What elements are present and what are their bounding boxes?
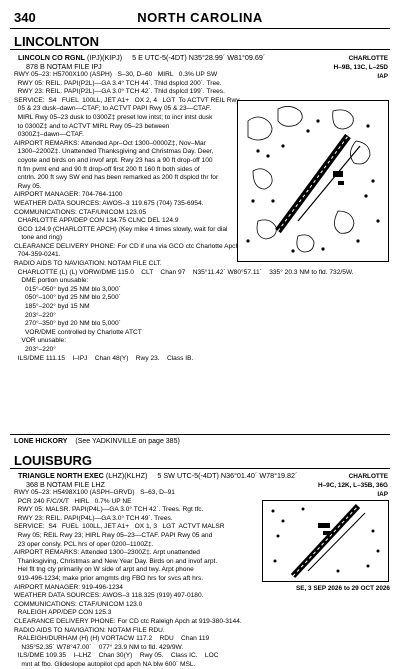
detail-line: WEATHER DATA SOURCES: AWOS–3 118.325 (919) 497-0180. — [14, 592, 204, 600]
detail-line: to 0300Z‡ and to ACTVT MIRL Rwy 05–23 between — [14, 122, 170, 130]
detail-line: N35°52.35´ W78°47.00´ 077° 23.9 NM to fld. 429/9W. — [14, 643, 184, 651]
detail-line: WEATHER DATA SOURCES: AWOS–3 119.675 (704) 735-6954. — [14, 199, 204, 207]
detail-line: CHARLOTTE (L) (L) VORW/DME 115.0 CLT Chan 97 N35°11.42´ W80°57.11´ 335° 20.3 NM to fld. 732/5W. — [14, 268, 354, 276]
detail-line: VOR unusable: — [14, 337, 67, 345]
airport-title: LINCOLN CO RGNL — [18, 53, 85, 62]
detail-line: COMMUNICATIONS: CTAF/UNICOM 123.0 — [14, 600, 143, 608]
detail-line: RALEIGH APP/DEP CON 125.3 — [14, 609, 112, 617]
detail-line: RADIO AIDS TO NAVIGATION: NOTAM FILE CLT. — [14, 260, 162, 268]
detail-line: AIRPORT MANAGER: 919-496-1234 — [14, 583, 123, 591]
detail-line: SERVICE: S4 FUEL 100LL, JET A1+ OX 1, 3 LGT ACTVT MALSR — [14, 523, 225, 531]
airport-name-lincoln — [18, 53, 265, 62]
airport-title: TRIANGLE NORTH EXEC — [18, 471, 104, 480]
detail-line: CHARLOTTE APP/DEP CON 134.75 CLNC DEL 124.9 — [14, 217, 179, 225]
detail-line: Hel flt tng cty primarily on W side of arpt and twy. Arpt phone — [14, 566, 194, 574]
section-rule — [10, 434, 390, 435]
airport-ids: (LHZ)(KLHZ) — [105, 471, 148, 480]
detail-line: RWY 05–23: H5700X100 (ASPH) S–30, D–60 MIRL 0.3% UP SW — [14, 71, 218, 78]
detail-line: Rwy 05. — [14, 182, 42, 190]
detail-line: 203°–220° — [14, 346, 56, 353]
detail-line: tone and ring) — [14, 234, 63, 242]
airport-diagram-louisburg — [262, 500, 389, 582]
detail-line: ILS/DME 111.15 I–IPJ Chan 48(Y) Rwy 23. Class IB. — [14, 354, 194, 362]
detail-line: ft fm pvmt end and 90 ft drop-off first 200 ft 160 ft both sides of — [14, 165, 200, 173]
detail-line: COMMUNICATIONS: CTAF/UNICOM 123.05 — [14, 208, 147, 216]
detail-line: RWY 23: REIL. PAPI(P2L)—GA 3.0° TCH 42´. Thld dsplcd 199´. Trees. — [14, 88, 225, 96]
detail-line: RWY 23: REIL. PAPI(P4L)—GA 3.0° TCH 49´. Trees. — [14, 514, 173, 522]
detail-line: RADIO AIDS TO NAVIGATION: NOTAM FILE RDU. — [14, 626, 165, 634]
detail-line: 185°–202° byd 15 NM — [14, 303, 90, 311]
lone-hickory-ref: (See YADKINVILLE on page 385) — [75, 438, 180, 445]
chart-ref-louisburg: CHARLOTTE H–9C, 12K, L–35B, 36G IAP — [318, 473, 388, 498]
airport-info2: 368 B NOTAM FILE LHZ — [26, 480, 105, 489]
page-header — [0, 0, 400, 30]
detail-line: RWY 05: MALSR. PAPI(P4L)—GA 3.0° TCH 42´. Trees. Rgt tfc. — [14, 506, 204, 514]
airport-info1: 5 SW UTC-5(-4DT) N36°01.40´ W78°19.82´ — [157, 471, 298, 480]
city-lincolnton: LINCOLNTON — [14, 34, 99, 49]
detail-line: RWY 05–23: H5498X100 (ASPH–GRVD) S–63, D–91 — [14, 489, 175, 496]
detail-line: 050°–100° byd 25 NM blo 2,500´ — [14, 294, 121, 302]
detail-line: CLEARANCE DELIVERY PHONE: For CD ctc Raleigh Apch at 919-380-3144. — [14, 617, 242, 625]
detail-line: 1300–2200Z‡. Unattended Thanksgiving and Christmas Day. Deer, — [14, 148, 214, 156]
detail-line: 0300Z‡–dawn—CTAF. — [14, 131, 84, 139]
chart-ref-lincoln: CHARLOTTE H–9B, 13C, L–25D IAP — [333, 55, 388, 80]
detail-line: AIRPORT REMARKS: Attended Apr–Oct 1300–0000Z‡, Nov–Mar — [14, 139, 206, 147]
detail-line: AIRPORT MANAGER: 704-764-1100 — [14, 191, 123, 199]
airport-info1: 5 E UTC-5(-4DT) N35°28.99´ W81°09.69´ — [132, 53, 266, 62]
detail-line: 919-496-1234; make prior amgmts drg FBO hrs for svcs aft hrs. — [14, 574, 204, 582]
state-title: NORTH CAROLINA — [137, 10, 263, 25]
page-number: 340 — [14, 10, 36, 25]
detail-line: mnt at fbo. Glideslope autopilot cpd apch NA blw 600´ MSL. — [14, 660, 196, 668]
detail-line: MIRL Rwy 05–23 dusk to 0300Z‡ preset low intst; to incr intst dusk — [14, 113, 213, 121]
detail-line: AIRPORT REMARKS: Attended 1300–2300Z‡. Arpt unattended — [14, 549, 200, 557]
city-rule-2 — [10, 468, 390, 469]
detail-line: 015°–050° byd 25 NM blo 3,000´ — [14, 285, 121, 293]
detail-line: RWY 05: REIL. PAPI(P2L)—GA 3.4° TCH 44´. Thld dsplcd 200´. Tree. — [14, 79, 222, 87]
lone-hickory-name: LONE HICKORY — [14, 438, 68, 445]
airport-info2: 878 B NOTAM FILE IPJ — [26, 62, 102, 71]
detail-line: CLEARANCE DELIVERY PHONE: For CD if una via GCO ctc Charlotte Apch at — [14, 242, 247, 250]
detail-line: 23 oper consly. PCL hrs of oper 0200–1100Z‡. — [14, 540, 154, 548]
detail-line: 203°–220° — [14, 311, 56, 319]
detail-line: 05 & 23 dusk–dawn—CTAF; to ACTVT PAPI Rwy 05 & 23—CTAF. — [14, 105, 212, 113]
city-rule — [10, 49, 390, 50]
detail-line: 270°–350° byd 20 NM blo 5,000´ — [14, 320, 121, 328]
detail-line: ILS/DME 109.35 I–LHZ Chan 30(Y) Rwy 05. Class IC. LOC — [14, 652, 219, 660]
detail-line: SERVICE: S4 FUEL 100LL, JET A1+ OX 2, 4 LGT To ACTVT REIL Rwy — [14, 96, 240, 104]
city-louisburg: LOUISBURG — [14, 453, 92, 468]
detail-line: PCR 240 F/C/X/T HIRL 0.7% UP NE — [14, 497, 132, 505]
detail-line: cntrln. 200 ft swy SW end has been remarked as 200 ft dsplcd thr for — [14, 174, 219, 182]
airport-name-triangle — [18, 471, 297, 480]
detail-line: DME portion unusable: — [14, 277, 89, 285]
header-rule — [10, 28, 390, 29]
louisburg-details — [14, 489, 242, 669]
detail-line: 704-359-0241. — [14, 251, 61, 259]
airport-ids: (IPJ)(KIPJ) — [86, 53, 123, 62]
detail-line: coyote and birds on and invof arpt. Rwy 23 has a 90 ft drop-off 100 — [14, 156, 213, 164]
detail-line: GCO 124.9 (CHARLOTTE APCH) (Key mike 4 times slowly, wait for dial — [14, 225, 228, 233]
detail-line: Rwy 05; REIL Rwy 23; HIRL Rwy 05–23—CTAF. PAPI Rwy 05 and — [14, 531, 213, 539]
detail-line: RALEIGH/DURHAM (H) (H) VORTACW 117.2 RDU Chan 119 — [14, 635, 210, 643]
effective-dates: SE, 3 SEP 2026 to 29 OCT 2026 — [295, 585, 390, 592]
airport-diagram-lincoln — [237, 100, 389, 262]
detail-line: Thanksgiving, Christmas and New Year Day. Birds on and invof arpt. — [14, 557, 218, 565]
lone-hickory-entry — [14, 438, 180, 445]
detail-line: VOR/DME controlled by Charlotte ATCT — [14, 328, 142, 336]
